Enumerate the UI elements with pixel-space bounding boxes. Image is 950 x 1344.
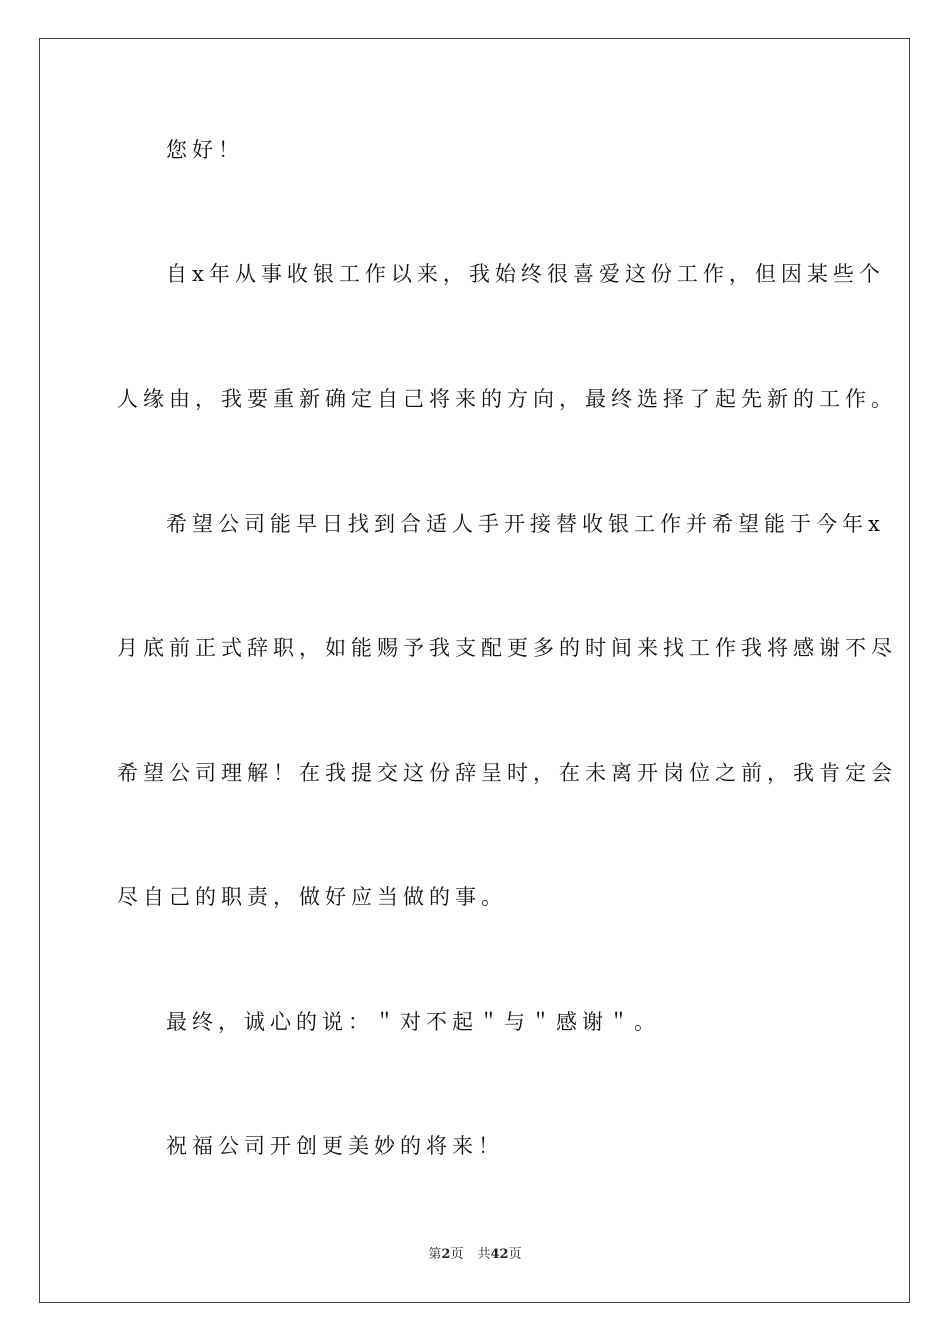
paragraph-line-3: 希望公司能早日找到合适人手开接替收银工作并希望能于今年x [166,512,885,536]
paragraph-line-1: 自x年从事收银工作以来，我始终很喜爱这份工作，但因某些个 [166,262,885,286]
total-suffix: 页 [508,1247,522,1262]
paragraph-line-2: 人缘由，我要重新确定自己将来的方向，最终选择了起先新的工作。 [117,387,897,411]
page-suffix: 页 [450,1247,464,1262]
paragraph-line-6: 尽自己的职责，做好应当做的事。 [117,885,507,909]
total-prefix: 共 [477,1247,491,1262]
page-prefix: 第 [428,1247,442,1262]
page-footer [0,1246,950,1264]
paragraph-line-7: 最终，诚心的说：＂对不起＂与＂感谢＂。 [166,1010,660,1034]
total-pages: 42 [490,1247,509,1262]
paragraph-line-4: 月底前正式辞职，如能赐予我支配更多的时间来找工作我将感谢不尽 [117,636,897,660]
paragraph-line-5: 希望公司理解！在我提交这份辞呈时，在未离开岗位之前，我肯定会 [117,761,897,785]
page-number: 2 [441,1247,451,1262]
greeting-line: 您好！ [166,138,244,162]
closing-line: 祝福公司开创更美妙的将来！ [166,1134,504,1158]
page-border [39,38,910,1303]
